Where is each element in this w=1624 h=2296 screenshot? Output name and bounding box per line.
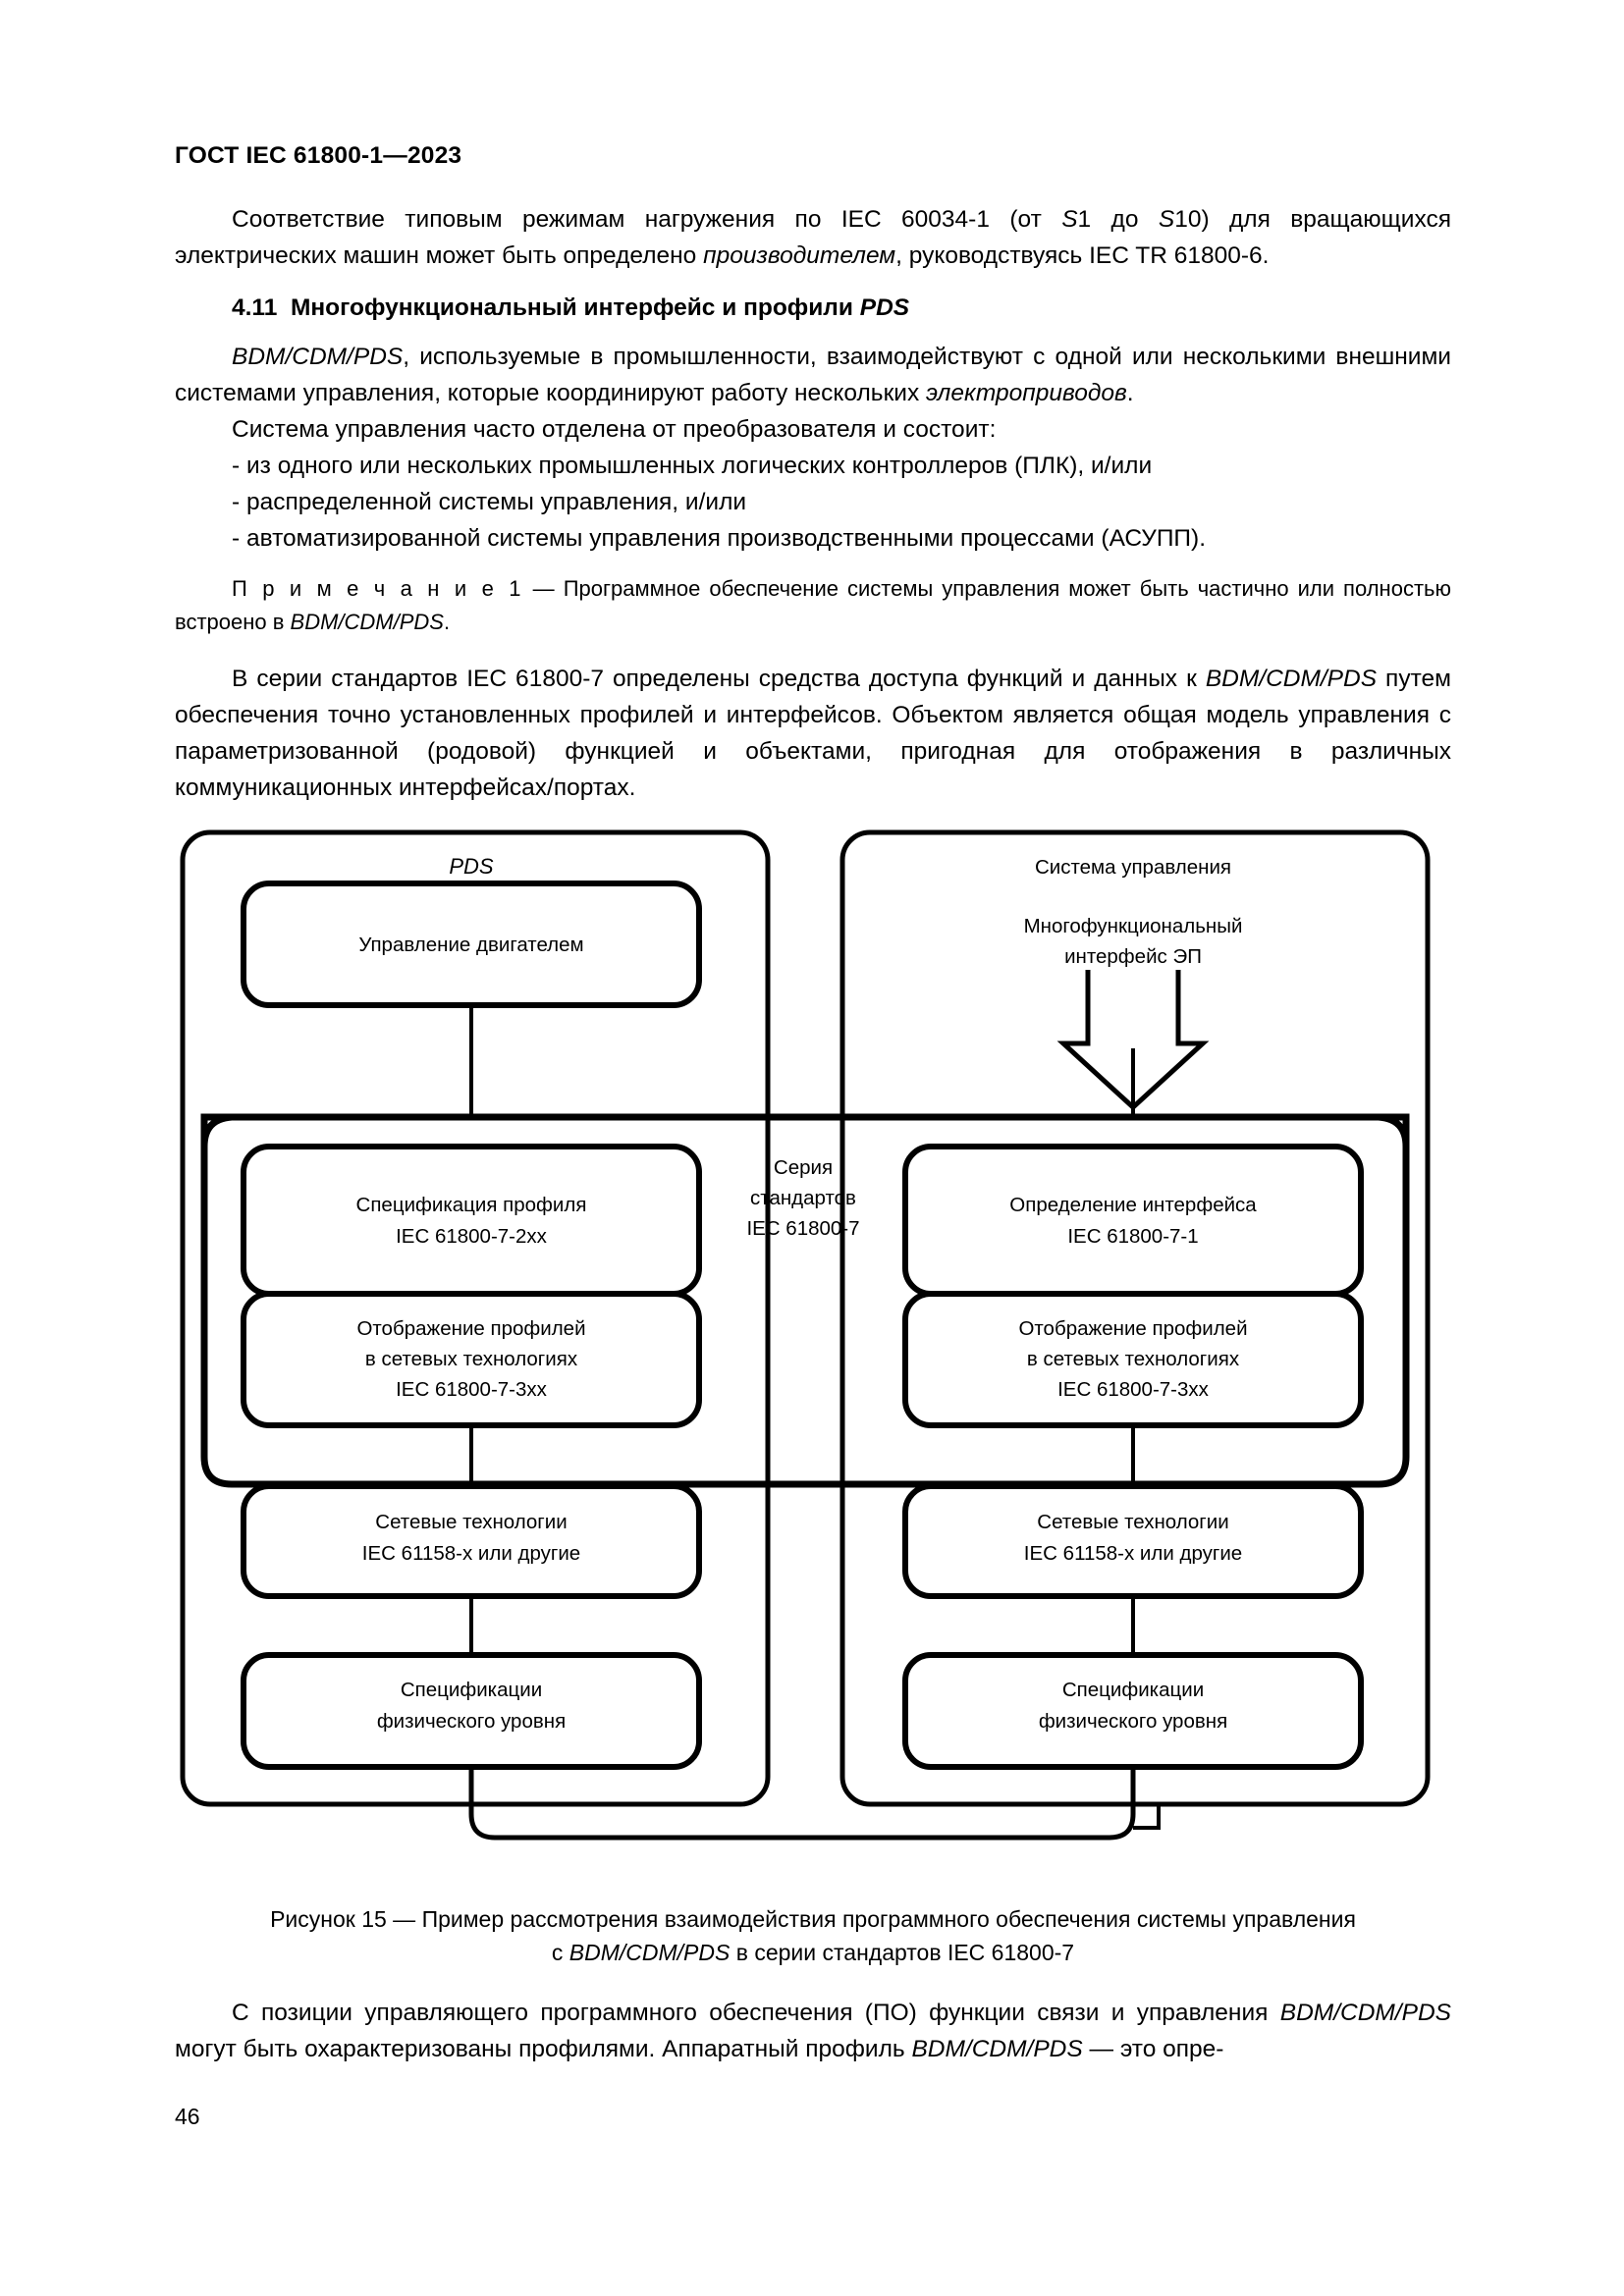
page-number: 46 [175, 2104, 200, 2129]
paragraph-load-duty: Соответствие типовым режимам нагружения по IEC 60034-1 (от S1 до S10) для вращающихся электрических машин может быть определено производителем, руководствуясь IEC TR 61800-6. [175, 206, 1451, 269]
emphasis-bdm-cdm-pds-2: BDM/CDM/PDS [1205, 666, 1378, 692]
box-profile-spec-line-1: Спецификация профиля [355, 1194, 587, 1216]
multifunction-interface-label-line-2: интерфейс ЭП [1064, 945, 1202, 968]
box-interface-definition-line-1: Определение интерфейса [1009, 1194, 1257, 1216]
note-emphasis: BDM/CDM/PDS [290, 610, 444, 634]
paragraph-iec-61800-7-series: В серии стандартов IEC 61800-7 определены средства доступа функций и данных к BDM/CDM/PDS путем обеспечения точно установленных профилей и интерфейсов. Объектом является общая модель управления с параметризованной (родовой) функцией и объектами, пригодная для отображения в различных коммуникационных интерфейсах/портах. [175, 666, 1451, 801]
box-profile-mapping-right-line-3: IEC 61800-7-3xx [1057, 1378, 1209, 1401]
box-interface-definition [905, 1147, 1361, 1294]
emphasis-bdm-cdm-pds-3: BDM/CDM/PDS [1279, 2000, 1451, 2026]
emphasis-bdm-cdm-pds: BDM/CDM/PDS [232, 344, 404, 370]
box-network-tech-left-line-1: Сетевые технологии [375, 1511, 568, 1533]
emphasis-electric-drives: электроприводов [926, 380, 1127, 406]
box-physical-layer-right-line-1: Спецификации [1061, 1679, 1205, 1701]
note-label: П р и м е ч а н и е 1 [232, 576, 524, 601]
box-network-tech-right-line-2: IEC 61158-x или другие [1023, 1542, 1243, 1565]
emphasis-manufacturer: производителем [703, 242, 896, 269]
box-motor-control [244, 883, 699, 1005]
closing-paragraph-block [175, 1995, 1451, 2067]
iec-61800-7-band-top-left-round [204, 1117, 232, 1147]
paragraph-control-system-intro: Система управления часто отделена от преобразователя и состоит: [232, 416, 997, 443]
box-physical-layer-right [905, 1655, 1361, 1767]
main-text-column [175, 201, 1451, 806]
box-interface-definition-line-2: IEC 61800-7-1 [1067, 1225, 1199, 1248]
figure-caption [175, 1902, 1451, 1969]
note-1: П р и м е ч а н и е 1 — Программное обеспечение системы управления может быть частично или полностью встроено в BDM/CDM/PDS. [175, 576, 1451, 634]
box-profile-mapping-left-line-3: IEC 61800-7-3xx [396, 1378, 547, 1401]
list-item-distributed-control: - распределенной системы управления, и/или [232, 489, 747, 515]
box-physical-layer-left-line-2: физического уровня [376, 1710, 567, 1733]
band-label-line-2: стандартов [750, 1187, 856, 1209]
emphasis-bdm-cdm-pds-4: BDM/CDM/PDS [911, 2036, 1083, 2062]
symbol-s1: S [1061, 206, 1078, 233]
band-label-line-3: IEC 61800-7 [746, 1217, 860, 1240]
box-motor-control-line-1: Управление двигателем [358, 934, 584, 956]
box-profile-mapping-left [244, 1294, 699, 1425]
list-item-plc: - из одного или нескольких промышленных логических контроллеров (ПЛК), и/или [232, 453, 1153, 479]
control-system-container-label: Система управления [1034, 856, 1232, 879]
symbol-s10: S [1158, 206, 1175, 233]
box-profile-mapping-left-line-1: Отображение профилей [356, 1317, 586, 1340]
box-profile-mapping-left-line-2: в сетевых технологиях [364, 1348, 578, 1370]
box-physical-layer-left [244, 1655, 699, 1767]
box-network-tech-right [905, 1486, 1361, 1596]
band-label-line-1: Серия [773, 1156, 834, 1179]
paragraph-control-software: С позиции управляющего программного обеспечения (ПО) функции связи и управления BDM/CDM/PDS могут быть охарактеризованы профилями. Аппаратный профиль BDM/CDM/PDS — это опре- [175, 2000, 1451, 2062]
multifunction-interface-label-line-1: Многофункциональный [1023, 915, 1243, 937]
box-physical-layer-left-line-1: Спецификации [400, 1679, 543, 1701]
box-network-tech-left [244, 1486, 699, 1596]
box-profile-spec [244, 1147, 699, 1294]
box-profile-spec-line-2: IEC 61800-7-2xx [396, 1225, 547, 1248]
iec-61800-7-band-top-right-round [1379, 1117, 1406, 1147]
section-heading-4-11 [175, 292, 1451, 325]
figure-caption-line-2: с BDM/CDM/PDS в серии стандартов IEC 61800-7 [551, 1940, 1075, 1965]
caption-emphasis: BDM/CDM/PDS [568, 1940, 731, 1965]
box-physical-layer-right-line-2: физического уровня [1038, 1710, 1228, 1733]
box-network-tech-right-line-1: Сетевые технологии [1037, 1511, 1229, 1533]
section-number: 4.11 [232, 294, 278, 321]
running-head: ГОСТ IEC 61800-1—2023 [175, 142, 462, 169]
section-title: Многофункциональный интерфейс и профили [290, 294, 860, 321]
box-network-tech-left-line-2: IEC 61158-x или другие [361, 1542, 581, 1565]
pds-container-label: PDS [449, 854, 494, 879]
list-item-mes: - автоматизированной системы управления производственными процессами (АСУПП). [232, 525, 1206, 552]
spacer [175, 639, 1451, 661]
box-profile-mapping-right [905, 1294, 1361, 1425]
paragraph-bdm-cdm-pds: BDM/CDM/PDS, используемые в промышленности, взаимодействуют с одной или несколькими внешними системами управления, которые координируют работу нескольких электроприводов. [175, 344, 1451, 406]
figure-15-diagram [175, 823, 1447, 1853]
section-title-emphasis: PDS [859, 294, 910, 321]
figure-caption-line-1: Рисунок 15 — Пример рассмотрения взаимодействия программного обеспечения системы управления [270, 1906, 1356, 1932]
box-profile-mapping-right-line-2: в сетевых технологиях [1026, 1348, 1240, 1370]
box-profile-mapping-right-line-1: Отображение профилей [1018, 1317, 1248, 1340]
connector-bottom-notch [1133, 1804, 1159, 1828]
